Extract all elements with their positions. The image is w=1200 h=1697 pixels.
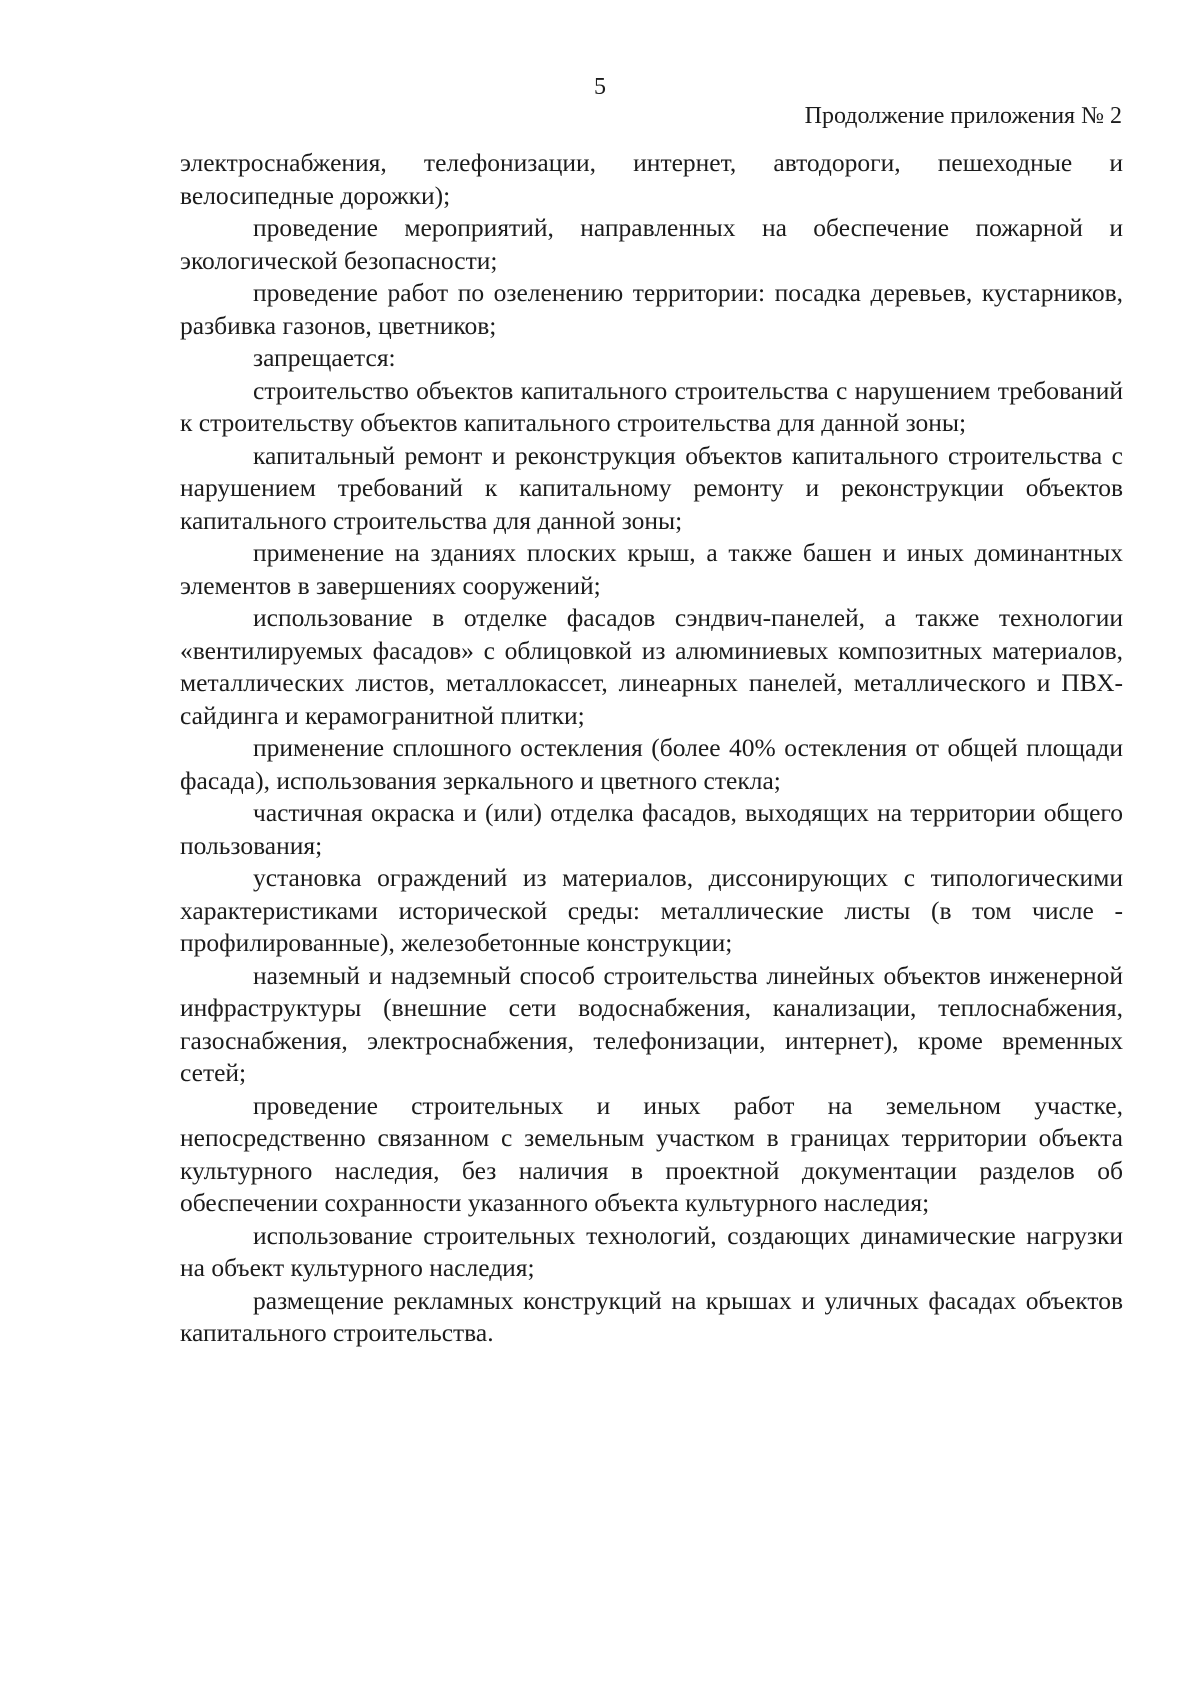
paragraph-prohibited-heading: запрещается: (253, 343, 396, 372)
paragraph-fire-ecology-safety: проведение мероприятий, направленных на обеспечение пожарной и экологической безопасности; (180, 213, 1123, 275)
paragraph-fences: установка ограждений из материалов, диссонирующих с типологическими характеристиками исторической среды: металлические листы (в том числе - профилированные), железобетонные конструкции; (180, 863, 1123, 957)
paragraph-dynamic-loads: использование строительных технологий, создающих динамические нагрузки на объект культурного наследия; (180, 1220, 1123, 1282)
paragraph-utilities-continued: электроснабжения, телефонизации, интернет, автодороги, пешеходные и велосипедные дорожки); (180, 148, 1123, 210)
paragraph-landscaping: проведение работ по озеленению территории: посадка деревьев, кустарников, разбивка газонов, цветников; (180, 278, 1123, 340)
paragraph-linear-objects: наземный и надземный способ строительства линейных объектов инженерной инфраструктуры (внешние сети водоснабжения, канализации, теплоснабжения, газоснабжения, электроснабжения, телефонизации, интернет), кроме временных сетей; (180, 960, 1123, 1087)
page-number: 5 (594, 74, 606, 100)
document-body (180, 147, 1123, 1350)
paragraph-flat-roofs: применение на зданиях плоских крыш, а также башен и иных доминантных элементов в завершениях сооружений; (180, 538, 1123, 600)
paragraph-advertising: размещение рекламных конструкций на крышах и уличных фасадах объектов капитального строительства. (180, 1285, 1123, 1347)
paragraph-construction-violation: строительство объектов капитального строительства с нарушением требований к строительству объектов капитального строительства для данной зоны; (180, 375, 1123, 437)
appendix-continuation-label: Продолжение приложения № 2 (804, 103, 1122, 129)
paragraph-works-on-land: проведение строительных и иных работ на земельном участке, непосредственно связанном с земельным участком в границах территории объекта культурного наследия, без наличия в проектной документации разделов об обеспечении сохранности указанного объекта культурного наследия; (180, 1090, 1123, 1217)
paragraph-facade-panels: использование в отделке фасадов сэндвич-панелей, а также технологии «вентилируемых фасадов» с облицовкой из алюминиевых композитных материалов, металлических листов, металлокассет, линеарных панелей, металлического и ПВХ-сайдинга и керамогранитной плитки; (180, 603, 1123, 730)
paragraph-repair-reconstruction: капитальный ремонт и реконструкция объектов капитального строительства с нарушением требований к капитальному ремонту и реконструкции объектов капитального строительства для данной зоны; (180, 440, 1123, 535)
paragraph-partial-painting: частичная окраска и (или) отделка фасадов, выходящих на территории общего пользования; (180, 798, 1123, 860)
paragraph-glazing: применение сплошного остекления (более 40% остекления от общей площади фасада), использования зеркального и цветного стекла; (180, 733, 1123, 795)
